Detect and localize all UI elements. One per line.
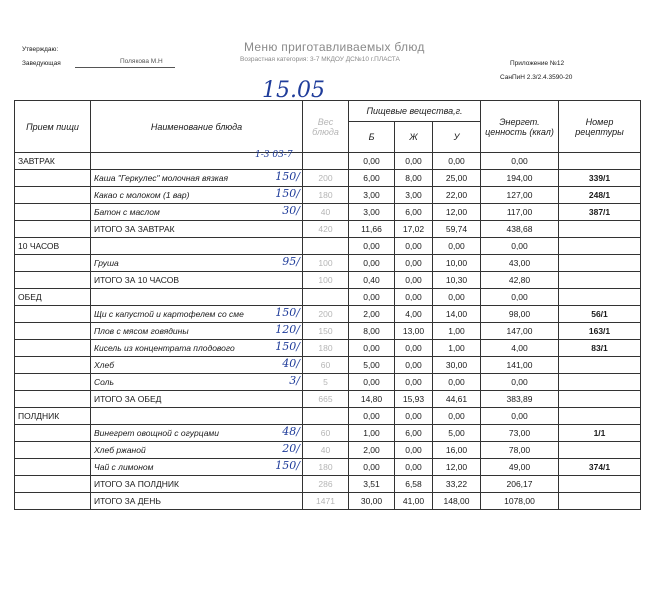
meal-cell xyxy=(15,340,91,357)
carbs-cell: 148,00 xyxy=(433,493,481,510)
carbs-cell: 1,00 xyxy=(433,340,481,357)
dish-cell: ИТОГО ЗА ДЕНЬ xyxy=(91,493,303,510)
carbs-cell: 22,00 xyxy=(433,187,481,204)
col-weight-header: Вес блюда xyxy=(303,101,349,153)
weight-cell: 40 xyxy=(303,442,349,459)
menu-table xyxy=(14,100,641,510)
carbs-cell: 5,00 xyxy=(433,425,481,442)
meal-cell xyxy=(15,255,91,272)
carbs-cell: 33,22 xyxy=(433,476,481,493)
carbs-cell: 1,00 xyxy=(433,323,481,340)
carbs-cell: 0,00 xyxy=(433,238,481,255)
dish-cell: Каша "Геркулес" молочная вязкая 150/ xyxy=(91,170,303,187)
meal-cell xyxy=(15,374,91,391)
fat-cell: 8,00 xyxy=(395,170,433,187)
fat-cell: 3,00 xyxy=(395,187,433,204)
dish-cell: Какао с молоком (1 вар) 150/ xyxy=(91,187,303,204)
protein-cell: 11,66 xyxy=(349,221,395,238)
carbs-cell: 0,00 xyxy=(433,153,481,170)
protein-cell: 3,00 xyxy=(349,187,395,204)
fat-cell: 0,00 xyxy=(395,408,433,425)
weight-cell: 180 xyxy=(303,340,349,357)
handwritten-portion: 150/ xyxy=(275,187,300,200)
fat-cell: 15,93 xyxy=(395,391,433,408)
protein-cell: 1,00 xyxy=(349,425,395,442)
dish-cell: Груша 95/ xyxy=(91,255,303,272)
protein-cell: 30,00 xyxy=(349,493,395,510)
recipe-cell xyxy=(559,408,641,425)
dish-cell xyxy=(91,238,303,255)
meal-cell xyxy=(15,306,91,323)
recipe-cell xyxy=(559,476,641,493)
protein-cell: 0,00 xyxy=(349,153,395,170)
dish-cell: Батон с маслом 30/ xyxy=(91,204,303,221)
dish-cell: Хлеб ржаной 20/ xyxy=(91,442,303,459)
col-dish-header: Наименование блюда xyxy=(91,101,303,153)
handwritten-portion: 3/ xyxy=(289,374,300,387)
recipe-cell: 339/1 xyxy=(559,170,641,187)
protein-cell: 8,00 xyxy=(349,323,395,340)
table-row xyxy=(15,306,641,323)
energy-cell: 0,00 xyxy=(481,153,559,170)
meal-cell xyxy=(15,442,91,459)
table-row xyxy=(15,289,641,306)
carbs-cell: 44,61 xyxy=(433,391,481,408)
energy-cell: 383,89 xyxy=(481,391,559,408)
fat-cell: 0,00 xyxy=(395,153,433,170)
weight-cell: 200 xyxy=(303,170,349,187)
energy-cell: 0,00 xyxy=(481,238,559,255)
dish-cell xyxy=(91,289,303,306)
recipe-cell xyxy=(559,391,641,408)
protein-cell: 0,00 xyxy=(349,340,395,357)
protein-cell: 5,00 xyxy=(349,357,395,374)
col-protein-header: Б xyxy=(349,122,395,153)
energy-cell: 0,00 xyxy=(481,289,559,306)
weight-cell: 150 xyxy=(303,323,349,340)
fat-cell: 0,00 xyxy=(395,255,433,272)
meal-cell xyxy=(15,493,91,510)
carbs-cell: 16,00 xyxy=(433,442,481,459)
recipe-cell xyxy=(559,238,641,255)
protein-cell: 0,00 xyxy=(349,289,395,306)
handwritten-portion: 40/ xyxy=(282,357,300,370)
meal-cell xyxy=(15,187,91,204)
weight-cell: 286 xyxy=(303,476,349,493)
fat-cell: 4,00 xyxy=(395,306,433,323)
energy-cell: 98,00 xyxy=(481,306,559,323)
dish-cell xyxy=(91,408,303,425)
protein-cell: 0,00 xyxy=(349,255,395,272)
energy-cell: 0,00 xyxy=(481,374,559,391)
recipe-cell xyxy=(559,442,641,459)
protein-cell: 2,00 xyxy=(349,442,395,459)
meal-cell xyxy=(15,391,91,408)
energy-cell: 194,00 xyxy=(481,170,559,187)
table-row xyxy=(15,340,641,357)
col-nutrients-header: Пищевые вещества,г. xyxy=(349,101,481,122)
weight-cell: 665 xyxy=(303,391,349,408)
weight-cell: 1471 xyxy=(303,493,349,510)
meal-cell xyxy=(15,204,91,221)
signature-line xyxy=(75,67,175,68)
dish-cell: Щи с капустой и картофелем со сме 150/ xyxy=(91,306,303,323)
meal-cell xyxy=(15,425,91,442)
meal-cell: ПОЛДНИК xyxy=(15,408,91,425)
page-subtitle: Возрастная категория: 3-7 МКДОУ ДС№10 г.ПЛАСТА xyxy=(240,56,400,63)
fat-cell: 0,00 xyxy=(395,238,433,255)
handwritten-age-groups: 1-3 03-7 xyxy=(255,150,293,160)
recipe-cell xyxy=(559,493,641,510)
carbs-cell: 12,00 xyxy=(433,459,481,476)
weight-cell: 200 xyxy=(303,306,349,323)
protein-cell: 0,00 xyxy=(349,374,395,391)
dish-cell: Соль 3/ xyxy=(91,374,303,391)
dish-cell: Винегрет овощной с огурцами 48/ xyxy=(91,425,303,442)
carbs-cell: 59,74 xyxy=(433,221,481,238)
page-title: Меню приготавливаемых блюд xyxy=(244,40,425,54)
carbs-cell: 10,30 xyxy=(433,272,481,289)
manager-label: Заведующая xyxy=(22,60,61,67)
protein-cell: 3,51 xyxy=(349,476,395,493)
dish-cell: Кисель из концентрата плодового 150/ xyxy=(91,340,303,357)
meal-cell: ОБЕД xyxy=(15,289,91,306)
table-row xyxy=(15,170,641,187)
fat-cell: 6,00 xyxy=(395,425,433,442)
handwritten-portion: 48/ xyxy=(282,425,300,438)
col-fat-header: Ж xyxy=(395,122,433,153)
weight-cell xyxy=(303,153,349,170)
meal-cell: 10 ЧАСОВ xyxy=(15,238,91,255)
protein-cell: 0,00 xyxy=(349,408,395,425)
energy-cell: 438,68 xyxy=(481,221,559,238)
recipe-cell xyxy=(559,289,641,306)
energy-cell: 49,00 xyxy=(481,459,559,476)
carbs-cell: 0,00 xyxy=(433,374,481,391)
handwritten-portion: 150/ xyxy=(275,170,300,183)
recipe-cell: 83/1 xyxy=(559,340,641,357)
table-row xyxy=(15,425,641,442)
energy-cell: 4,00 xyxy=(481,340,559,357)
energy-cell: 73,00 xyxy=(481,425,559,442)
sanpin-ref: СанПиН 2.3/2.4.3590-20 xyxy=(500,74,573,81)
approved-label: Утверждаю: xyxy=(22,46,59,53)
meal-cell xyxy=(15,272,91,289)
carbs-cell: 10,00 xyxy=(433,255,481,272)
table-row xyxy=(15,221,641,238)
protein-cell: 0,00 xyxy=(349,238,395,255)
fat-cell: 0,00 xyxy=(395,442,433,459)
fat-cell: 0,00 xyxy=(395,340,433,357)
recipe-cell: 163/1 xyxy=(559,323,641,340)
recipe-cell xyxy=(559,221,641,238)
table-row xyxy=(15,187,641,204)
handwritten-portion: 150/ xyxy=(275,459,300,472)
handwritten-portion: 95/ xyxy=(282,255,300,268)
meal-cell xyxy=(15,357,91,374)
energy-cell: 1078,00 xyxy=(481,493,559,510)
carbs-cell: 0,00 xyxy=(433,289,481,306)
protein-cell: 3,00 xyxy=(349,204,395,221)
table-row xyxy=(15,493,641,510)
protein-cell: 14,80 xyxy=(349,391,395,408)
handwritten-date: 15.05 xyxy=(262,78,325,103)
manager-name: Полякова М.Н xyxy=(120,58,163,65)
table-row xyxy=(15,357,641,374)
energy-cell: 78,00 xyxy=(481,442,559,459)
fat-cell: 41,00 xyxy=(395,493,433,510)
protein-cell: 2,00 xyxy=(349,306,395,323)
energy-cell: 127,00 xyxy=(481,187,559,204)
carbs-cell: 25,00 xyxy=(433,170,481,187)
energy-cell: 206,17 xyxy=(481,476,559,493)
col-recipe-header: Номер рецептуры xyxy=(559,101,641,153)
handwritten-portion: 20/ xyxy=(282,442,300,455)
fat-cell: 17,02 xyxy=(395,221,433,238)
weight-cell: 180 xyxy=(303,459,349,476)
table-row xyxy=(15,442,641,459)
energy-cell: 42,80 xyxy=(481,272,559,289)
weight-cell xyxy=(303,238,349,255)
table-row xyxy=(15,476,641,493)
table-row xyxy=(15,238,641,255)
dish-cell: ИТОГО ЗА ЗАВТРАК xyxy=(91,221,303,238)
protein-cell: 0,40 xyxy=(349,272,395,289)
meal-cell xyxy=(15,459,91,476)
weight-cell: 60 xyxy=(303,357,349,374)
carbs-cell: 0,00 xyxy=(433,408,481,425)
meal-cell xyxy=(15,323,91,340)
energy-cell: 147,00 xyxy=(481,323,559,340)
fat-cell: 0,00 xyxy=(395,272,433,289)
table-row xyxy=(15,459,641,476)
protein-cell: 0,00 xyxy=(349,459,395,476)
dish-cell: ИТОГО ЗА ПОЛДНИК xyxy=(91,476,303,493)
handwritten-portion: 30/ xyxy=(282,204,300,217)
fat-cell: 0,00 xyxy=(395,459,433,476)
table-row xyxy=(15,323,641,340)
recipe-cell: 248/1 xyxy=(559,187,641,204)
carbs-cell: 30,00 xyxy=(433,357,481,374)
dish-cell: ИТОГО ЗА ОБЕД xyxy=(91,391,303,408)
recipe-cell: 374/1 xyxy=(559,459,641,476)
meal-cell xyxy=(15,170,91,187)
weight-cell: 40 xyxy=(303,204,349,221)
dish-cell: Хлеб 40/ xyxy=(91,357,303,374)
fat-cell: 13,00 xyxy=(395,323,433,340)
table-row xyxy=(15,391,641,408)
recipe-cell: 1/1 xyxy=(559,425,641,442)
meal-cell: ЗАВТРАК xyxy=(15,153,91,170)
energy-cell: 43,00 xyxy=(481,255,559,272)
fat-cell: 6,58 xyxy=(395,476,433,493)
handwritten-portion: 150/ xyxy=(275,306,300,319)
fat-cell: 0,00 xyxy=(395,374,433,391)
meal-cell xyxy=(15,221,91,238)
weight-cell: 100 xyxy=(303,255,349,272)
protein-cell: 6,00 xyxy=(349,170,395,187)
weight-cell: 100 xyxy=(303,272,349,289)
weight-cell: 5 xyxy=(303,374,349,391)
recipe-cell xyxy=(559,357,641,374)
fat-cell: 0,00 xyxy=(395,357,433,374)
table-row xyxy=(15,374,641,391)
dish-cell: Чай с лимоном 150/ xyxy=(91,459,303,476)
weight-cell: 180 xyxy=(303,187,349,204)
carbs-cell: 12,00 xyxy=(433,204,481,221)
table-row xyxy=(15,153,641,170)
recipe-cell xyxy=(559,255,641,272)
recipe-cell: 387/1 xyxy=(559,204,641,221)
table-row xyxy=(15,255,641,272)
recipe-cell xyxy=(559,374,641,391)
col-carbs-header: У xyxy=(433,122,481,153)
table-row xyxy=(15,408,641,425)
handwritten-portion: 120/ xyxy=(275,323,300,336)
appendix-number: Приложение №12 xyxy=(510,60,565,67)
energy-cell: 0,00 xyxy=(481,408,559,425)
table-row xyxy=(15,204,641,221)
table-row xyxy=(15,272,641,289)
weight-cell xyxy=(303,289,349,306)
col-meal-header: Прием пищи xyxy=(15,101,91,153)
weight-cell: 420 xyxy=(303,221,349,238)
weight-cell: 60 xyxy=(303,425,349,442)
recipe-cell: 56/1 xyxy=(559,306,641,323)
dish-cell: Плов с мясом говядины 120/ xyxy=(91,323,303,340)
col-energy-header: Энергет. ценность (ккал) xyxy=(481,101,559,153)
meal-cell xyxy=(15,476,91,493)
energy-cell: 117,00 xyxy=(481,204,559,221)
carbs-cell: 14,00 xyxy=(433,306,481,323)
weight-cell xyxy=(303,408,349,425)
energy-cell: 141,00 xyxy=(481,357,559,374)
fat-cell: 6,00 xyxy=(395,204,433,221)
fat-cell: 0,00 xyxy=(395,289,433,306)
handwritten-portion: 150/ xyxy=(275,340,300,353)
recipe-cell xyxy=(559,153,641,170)
recipe-cell xyxy=(559,272,641,289)
dish-cell: ИТОГО ЗА 10 ЧАСОВ xyxy=(91,272,303,289)
